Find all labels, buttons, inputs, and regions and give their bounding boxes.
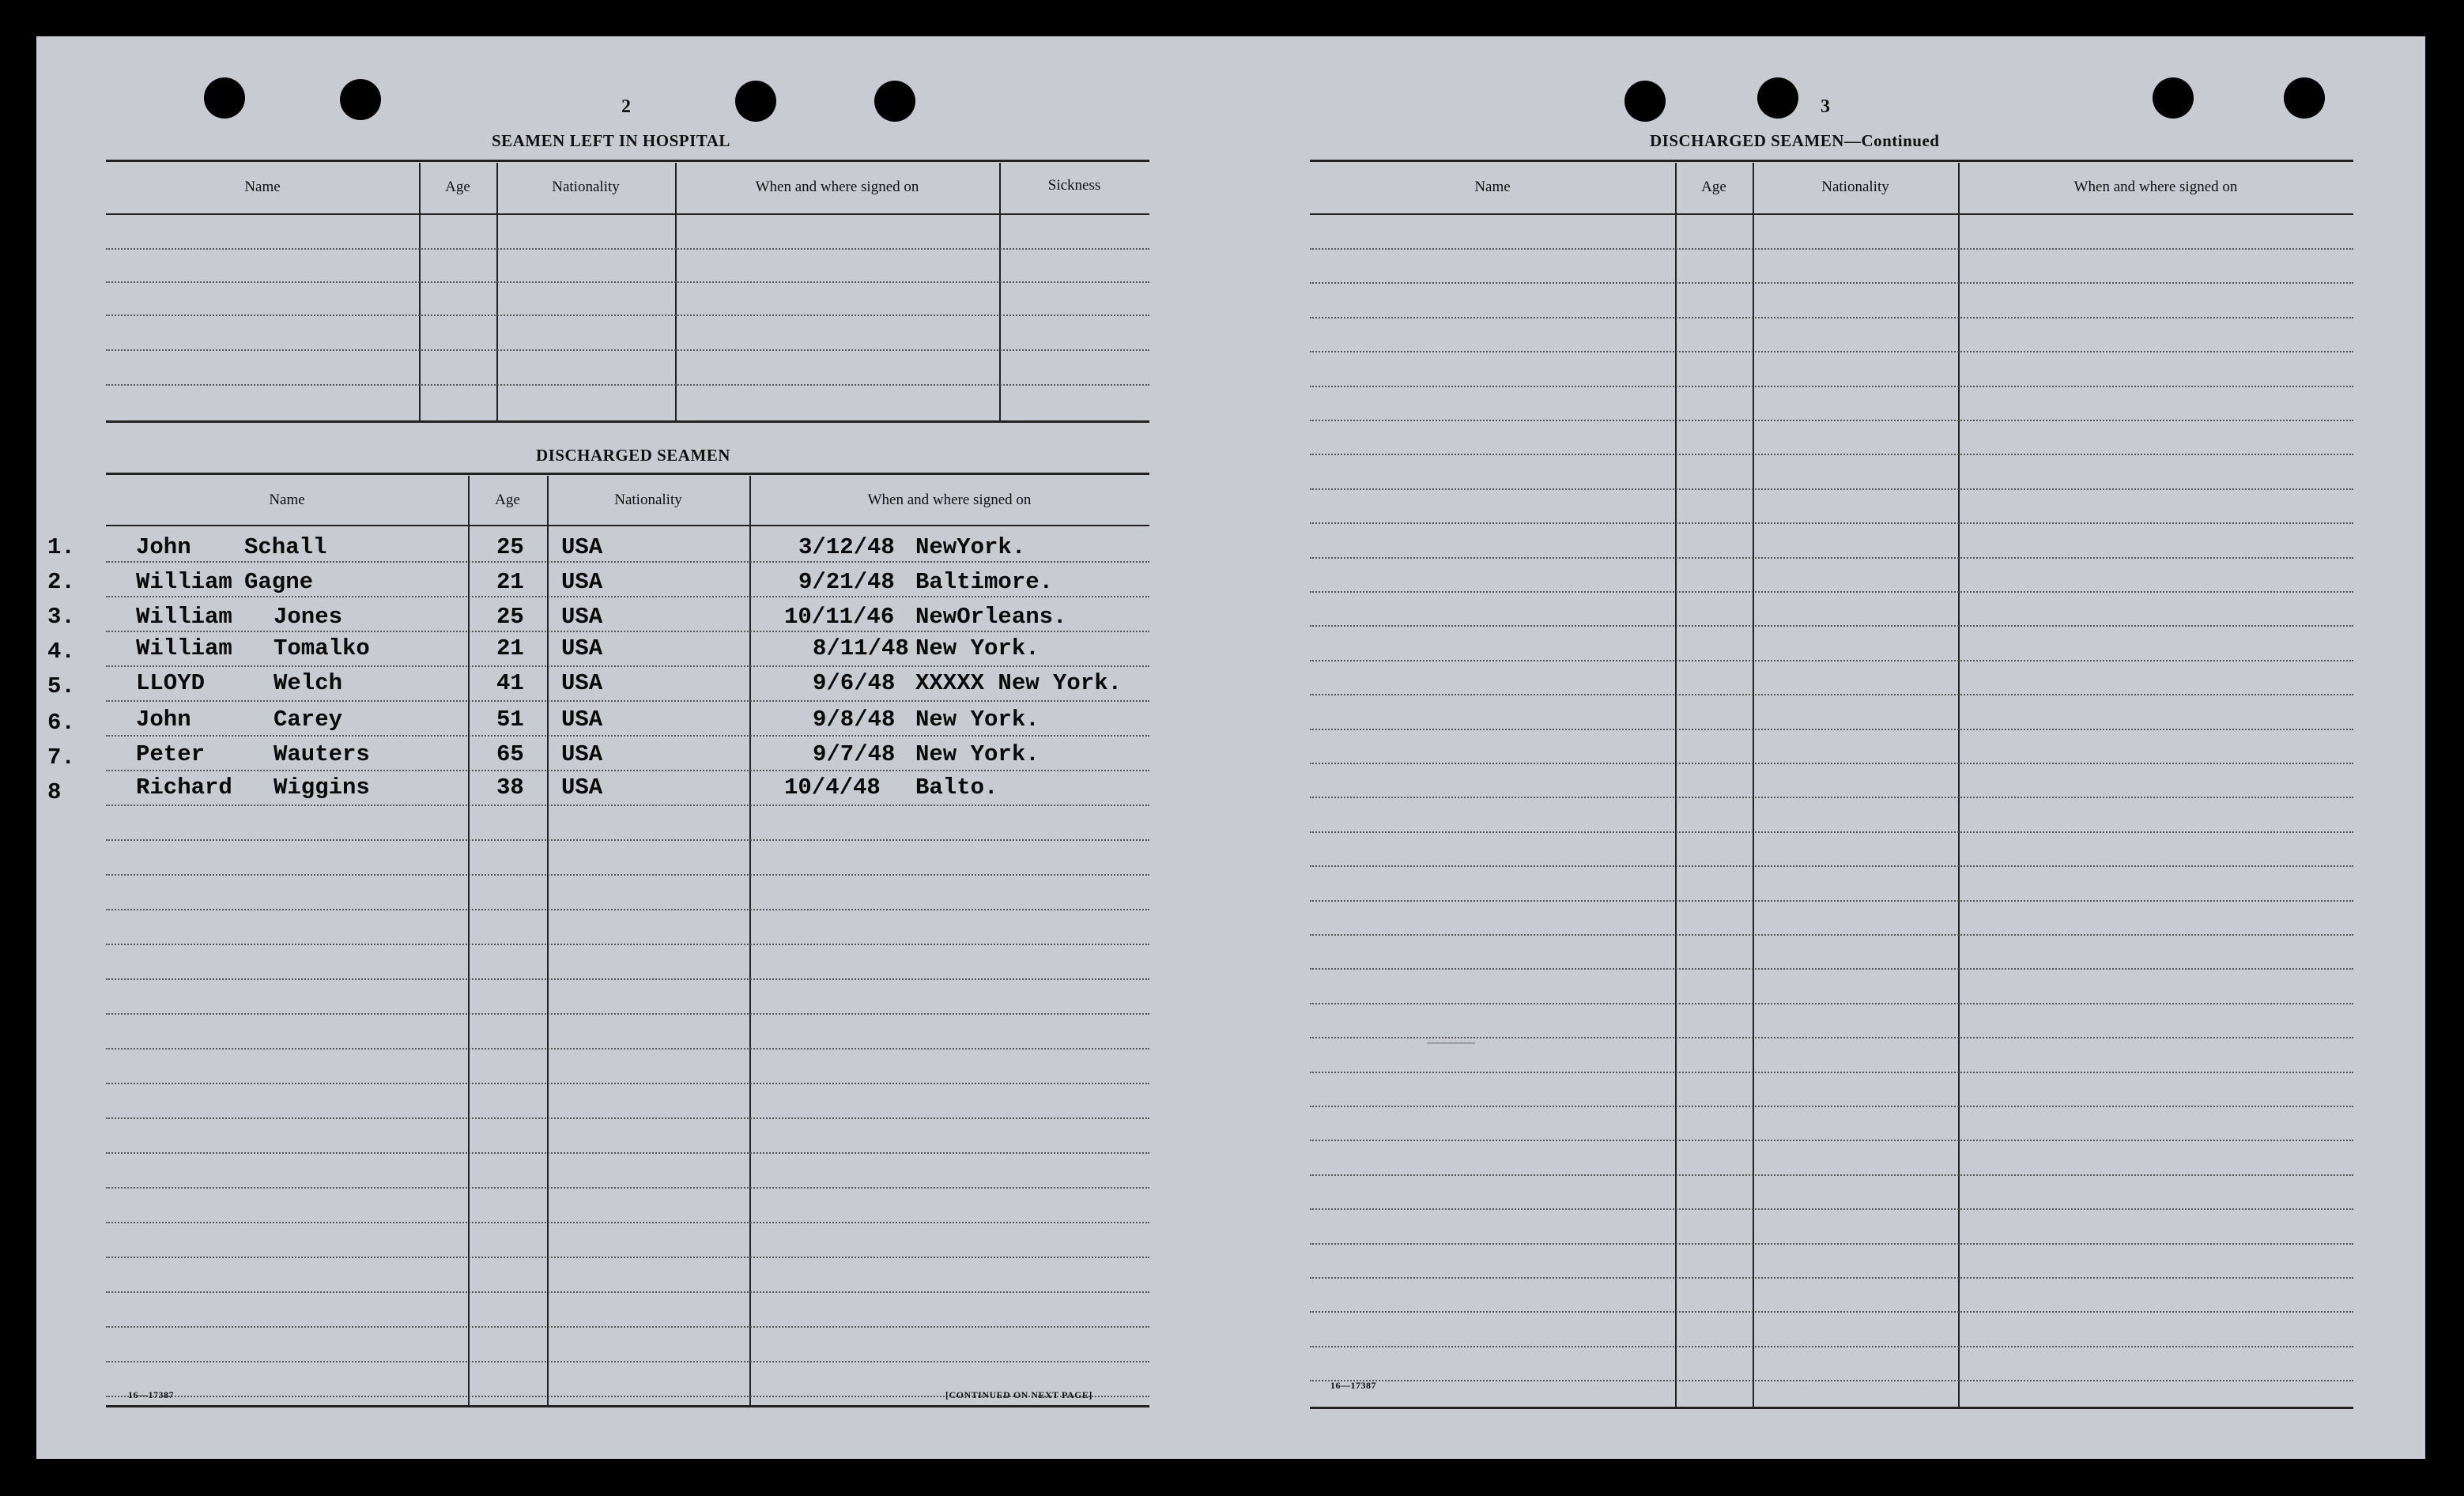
signed-on-date: 9/7/48 [813, 741, 896, 767]
last-name: Gagne [244, 569, 314, 595]
signed-on-date: 10/4/48 [784, 774, 881, 801]
hospital-header-signed-on: When and where signed on [755, 179, 919, 195]
signed-on-date: 10/11/46 [784, 604, 895, 630]
nationality: USA [561, 774, 603, 801]
rule [1310, 160, 2353, 162]
pencil-mark: ⸺ [1424, 1023, 1475, 1058]
last-name: Schall [244, 534, 327, 560]
row-rule [106, 1187, 1149, 1189]
row-rule [106, 1152, 1149, 1154]
discharged-section-title: DISCHARGED SEAMEN [536, 446, 730, 465]
row-rule [1310, 694, 2353, 695]
row-rule [106, 281, 1149, 283]
signed-on-date: 9/6/48 [813, 670, 896, 696]
row-rule [1310, 1072, 2353, 1073]
column-rule [496, 163, 498, 420]
nationality: USA [561, 670, 603, 696]
table-row [36, 534, 1222, 566]
row-number: 7. [47, 744, 75, 771]
page-number: 2 [621, 96, 631, 117]
left-page [36, 36, 1231, 1459]
rule [106, 420, 1149, 423]
rule [106, 1405, 1149, 1407]
row-rule [106, 1361, 1149, 1362]
discharged-header-nationality: Nationality [614, 492, 682, 508]
nationality: USA [561, 635, 603, 661]
row-number: 5. [47, 673, 75, 699]
nationality: USA [561, 741, 603, 767]
punch-hole [1757, 77, 1798, 119]
row-rule [1310, 1277, 2353, 1279]
age: 38 [496, 774, 524, 801]
signed-on-place: New York. [915, 635, 1040, 661]
row-rule [106, 1326, 1149, 1328]
hospital-section-title: SEAMEN LEFT IN HOSPITAL [492, 131, 730, 150]
signed-on-place: New York. [915, 741, 1040, 767]
rule [1310, 1407, 2353, 1409]
last-name: Jones [274, 604, 343, 630]
last-name: Carey [274, 707, 343, 733]
form-number: 16—17387 [128, 1389, 174, 1400]
signed-on-place: NewOrleans. [915, 604, 1067, 630]
discharged-header-signed-on: When and where signed on [867, 492, 1032, 508]
form-number: 16—17387 [1330, 1380, 1376, 1391]
row-rule [1310, 660, 2353, 661]
punch-hole [1624, 81, 1666, 122]
continued-note: [CONTINUED ON NEXT PAGE] [945, 1389, 1092, 1400]
row-rule [106, 909, 1149, 910]
row-rule [106, 1222, 1149, 1223]
row-rule [1310, 1174, 2353, 1176]
nationality: USA [561, 707, 603, 733]
last-name: Welch [274, 670, 343, 696]
row-rule [106, 384, 1149, 386]
punch-hole [2284, 77, 2325, 119]
page-number: 3 [1821, 96, 1830, 117]
discharged-header-age: Age [495, 492, 520, 508]
age: 65 [496, 741, 524, 767]
row-rule [1310, 968, 2353, 970]
row-rule [106, 978, 1149, 980]
signed-on-place: NewYork. [915, 534, 1026, 560]
row-rule [1310, 1208, 2353, 1210]
row-rule [1310, 591, 2353, 593]
rule [106, 473, 1149, 475]
row-rule [1310, 1243, 2353, 1245]
signed-on-date: 8/11/48 [813, 635, 909, 661]
column-rule [675, 163, 677, 420]
row-rule [1310, 1140, 2353, 1141]
age: 51 [496, 707, 524, 733]
table-row [36, 604, 1222, 635]
row-rule [1310, 420, 2353, 421]
continued-header-name: Name [1474, 179, 1511, 195]
row-rule [106, 1291, 1149, 1293]
row-rule [1310, 282, 2353, 284]
punch-hole [735, 81, 776, 122]
punch-hole [340, 79, 381, 120]
table-row [36, 741, 1222, 773]
row-rule [1310, 557, 2353, 559]
signed-on-place: XXXXX New York. [915, 670, 1123, 696]
first-name: John [136, 707, 191, 733]
column-rule [999, 163, 1001, 420]
row-number: 6. [47, 710, 75, 736]
hospital-header-nationality: Nationality [552, 179, 620, 195]
age: 41 [496, 670, 524, 696]
row-rule [1310, 454, 2353, 455]
row-rule [1310, 351, 2353, 352]
column-rule [1958, 163, 1960, 1407]
row-rule [106, 1117, 1149, 1119]
row-rule [106, 315, 1149, 316]
row-rule [106, 1048, 1149, 1049]
row-rule [1310, 625, 2353, 627]
hospital-header-age: Age [445, 179, 470, 195]
first-name: Peter [136, 741, 206, 767]
row-rule [1310, 729, 2353, 730]
row-rule [106, 944, 1149, 945]
row-rule [1310, 317, 2353, 318]
continued-header-age: Age [1701, 179, 1726, 195]
row-rule [1310, 1346, 2353, 1347]
continued-header-nationality: Nationality [1821, 179, 1889, 195]
punch-hole [204, 77, 245, 119]
row-number: 4. [47, 639, 75, 665]
table-row [36, 670, 1222, 702]
row-number: 8 [47, 779, 62, 805]
row-rule [106, 349, 1149, 351]
hospital-header-name: Name [244, 179, 281, 195]
first-name: LLOYD [136, 670, 206, 696]
row-rule [1310, 763, 2353, 764]
row-rule [106, 1257, 1149, 1258]
signed-on-place: Balto. [915, 774, 998, 801]
column-rule [419, 163, 421, 420]
first-name: William [136, 569, 232, 595]
row-rule [1310, 1003, 2353, 1004]
signed-on-date: 3/12/48 [798, 534, 895, 560]
row-rule [106, 874, 1149, 876]
nationality: USA [561, 604, 603, 630]
column-rule [1675, 163, 1677, 1407]
row-rule [1310, 1380, 2353, 1381]
nationality: USA [561, 569, 603, 595]
age: 21 [496, 569, 524, 595]
first-name: John [136, 534, 191, 560]
last-name: Wauters [274, 741, 370, 767]
signed-on-date: 9/8/48 [813, 707, 896, 733]
row-rule [1310, 488, 2353, 490]
first-name: William [136, 635, 232, 661]
right-page [1231, 36, 2425, 1459]
row-rule [1310, 386, 2353, 387]
first-name: William [136, 604, 232, 630]
row-rule [106, 1013, 1149, 1015]
row-rule [1310, 831, 2353, 833]
age: 21 [496, 635, 524, 661]
row-rule [106, 839, 1149, 841]
row-rule [1310, 1106, 2353, 1107]
signed-on-place: New York. [915, 707, 1040, 733]
row-rule [1310, 522, 2353, 524]
table-row [36, 635, 1222, 667]
rule [106, 213, 1149, 215]
signed-on-date: 9/21/48 [798, 569, 895, 595]
row-number: 3. [47, 604, 75, 630]
row-rule [1310, 797, 2353, 798]
column-rule [1753, 163, 1754, 1407]
continued-header-signed-on: When and where signed on [2073, 179, 2238, 195]
row-rule [1310, 248, 2353, 250]
first-name: Richard [136, 774, 232, 801]
table-row [36, 569, 1222, 601]
row-rule [106, 248, 1149, 250]
rule [1310, 213, 2353, 215]
row-rule [106, 1083, 1149, 1084]
discharged-header-name: Name [269, 492, 305, 508]
table-row [36, 774, 1222, 806]
punch-hole [874, 81, 915, 122]
nationality: USA [561, 534, 603, 560]
punch-hole [2153, 77, 2194, 119]
age: 25 [496, 604, 524, 630]
row-number: 2. [47, 569, 75, 595]
row-rule [1310, 1311, 2353, 1313]
last-name: Wiggins [274, 774, 370, 801]
continued-section-title: DISCHARGED SEAMEN—Continued [1650, 131, 1940, 150]
rule [106, 525, 1149, 526]
hospital-header-sickness: Sickness [1047, 177, 1101, 194]
rule [106, 160, 1149, 162]
table-row [36, 707, 1222, 738]
last-name: Tomalko [274, 635, 370, 661]
row-rule [1310, 900, 2353, 902]
row-rule [1310, 865, 2353, 867]
row-rule [1310, 934, 2353, 936]
row-number: 1. [47, 534, 75, 560]
signed-on-place: Baltimore. [915, 569, 1054, 595]
age: 25 [496, 534, 524, 560]
